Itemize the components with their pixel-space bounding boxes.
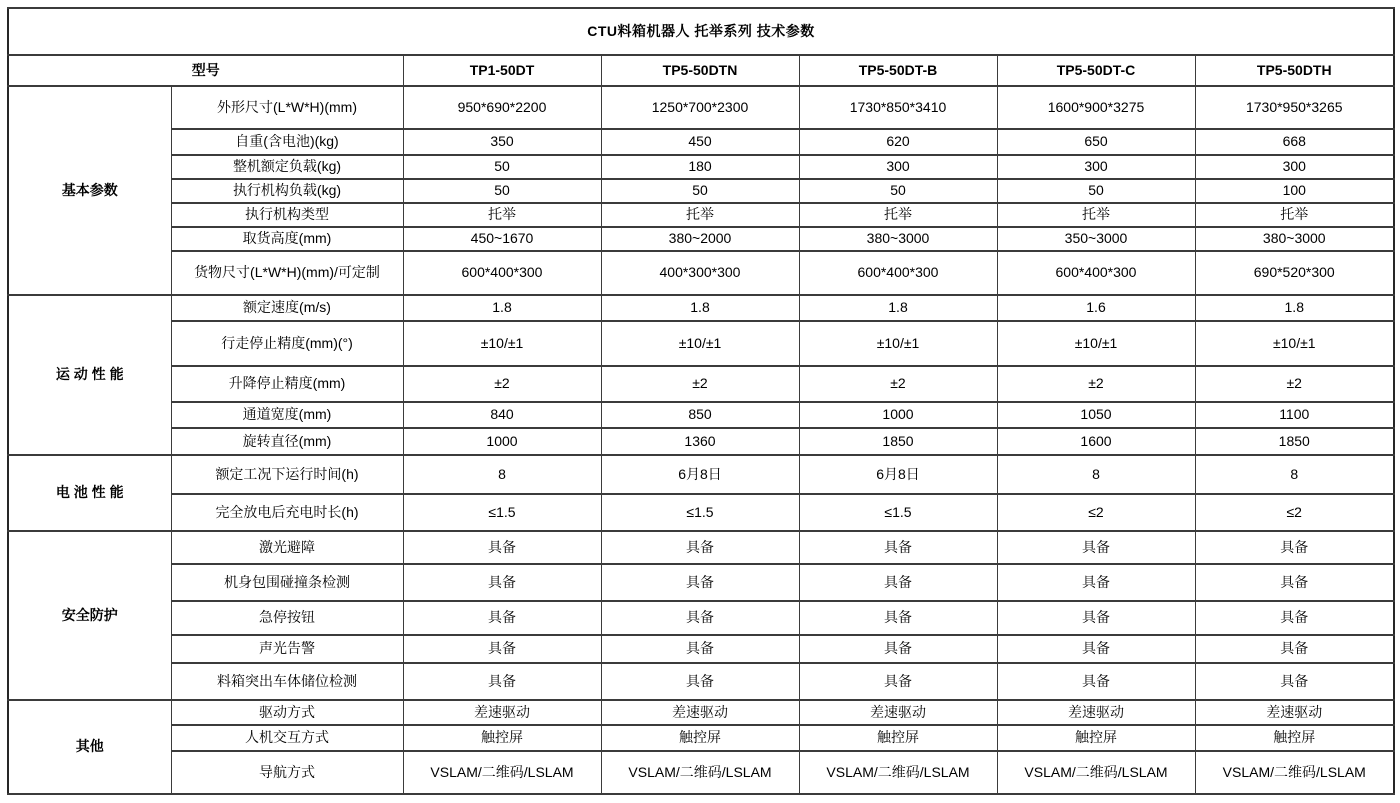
value-cell: 差速驱动 <box>997 700 1195 725</box>
value-cell: 50 <box>601 179 799 203</box>
value-cell: 380~3000 <box>799 227 997 251</box>
param-label-cell: 机身包围碰撞条检测 <box>171 564 403 601</box>
value-cell: 托举 <box>403 203 601 227</box>
table-row <box>8 700 1394 725</box>
param-label-cell: 额定速度(m/s) <box>171 295 403 321</box>
value-cell: 具备 <box>601 663 799 700</box>
table-row <box>8 295 1394 321</box>
model-header-cell: TP5-50DTH <box>1195 55 1394 86</box>
value-cell: 50 <box>799 179 997 203</box>
value-cell: 1600*900*3275 <box>997 86 1195 129</box>
value-cell: 1730*850*3410 <box>799 86 997 129</box>
value-cell: 触控屏 <box>1195 725 1394 751</box>
value-cell: 8 <box>1195 455 1394 494</box>
param-label-cell: 行走停止精度(mm)(°) <box>171 321 403 366</box>
value-cell: 1360 <box>601 428 799 455</box>
value-cell: 具备 <box>403 531 601 564</box>
table-row <box>8 494 1394 531</box>
table-row <box>8 179 1394 203</box>
value-cell: 具备 <box>799 531 997 564</box>
value-cell: 6月8日 <box>799 455 997 494</box>
value-cell: 1730*950*3265 <box>1195 86 1394 129</box>
value-cell: 托举 <box>1195 203 1394 227</box>
value-cell: 具备 <box>997 601 1195 635</box>
table-row <box>8 564 1394 601</box>
value-cell: VSLAM/二维码/LSLAM <box>1195 751 1394 794</box>
param-label-cell: 激光避障 <box>171 531 403 564</box>
param-label-cell: 自重(含电池)(kg) <box>171 129 403 155</box>
group-label-cell: 安全防护 <box>8 531 171 700</box>
model-header-cell: TP5-50DT-C <box>997 55 1195 86</box>
value-cell: 350~3000 <box>997 227 1195 251</box>
value-cell: 具备 <box>601 635 799 663</box>
value-cell: 触控屏 <box>601 725 799 751</box>
table-row <box>8 366 1394 402</box>
value-cell: 50 <box>403 179 601 203</box>
spec-table <box>7 7 1395 795</box>
value-cell: 差速驱动 <box>601 700 799 725</box>
param-label-cell: 外形尺寸(L*W*H)(mm) <box>171 86 403 129</box>
value-cell: 具备 <box>799 635 997 663</box>
value-cell: VSLAM/二维码/LSLAM <box>601 751 799 794</box>
value-cell: 300 <box>997 155 1195 179</box>
value-cell: 1000 <box>403 428 601 455</box>
value-cell: 1.6 <box>997 295 1195 321</box>
value-cell: 差速驱动 <box>799 700 997 725</box>
value-cell: 300 <box>799 155 997 179</box>
value-cell: ±10/±1 <box>601 321 799 366</box>
value-cell: 具备 <box>601 531 799 564</box>
param-label-cell: 货物尺寸(L*W*H)(mm)/可定制 <box>171 251 403 295</box>
param-label-cell: 急停按钮 <box>171 601 403 635</box>
value-cell: 具备 <box>997 635 1195 663</box>
model-header-row <box>8 55 1394 86</box>
value-cell: 托举 <box>799 203 997 227</box>
table-row <box>8 428 1394 455</box>
value-cell: 差速驱动 <box>403 700 601 725</box>
value-cell: 具备 <box>1195 564 1394 601</box>
value-cell: 1600 <box>997 428 1195 455</box>
value-cell: ≤2 <box>1195 494 1394 531</box>
param-label-cell: 旋转直径(mm) <box>171 428 403 455</box>
value-cell: 托举 <box>601 203 799 227</box>
value-cell: 具备 <box>403 663 601 700</box>
table-row <box>8 663 1394 700</box>
value-cell: 8 <box>997 455 1195 494</box>
value-cell: 600*400*300 <box>403 251 601 295</box>
param-label-cell: 人机交互方式 <box>171 725 403 751</box>
value-cell: 450~1670 <box>403 227 601 251</box>
table-row <box>8 751 1394 794</box>
value-cell: 具备 <box>997 663 1195 700</box>
value-cell: ±10/±1 <box>997 321 1195 366</box>
param-label-cell: 通道宽度(mm) <box>171 402 403 428</box>
table-row <box>8 227 1394 251</box>
value-cell: 850 <box>601 402 799 428</box>
value-cell: 8 <box>403 455 601 494</box>
value-cell: 具备 <box>1195 531 1394 564</box>
value-cell: 620 <box>799 129 997 155</box>
table-row <box>8 531 1394 564</box>
value-cell: VSLAM/二维码/LSLAM <box>799 751 997 794</box>
table-row <box>8 203 1394 227</box>
table-row <box>8 251 1394 295</box>
value-cell: 1250*700*2300 <box>601 86 799 129</box>
value-cell: 具备 <box>799 663 997 700</box>
value-cell: 1.8 <box>799 295 997 321</box>
group-label-cell: 其他 <box>8 700 171 794</box>
model-header-cell: TP5-50DTN <box>601 55 799 86</box>
value-cell: ±10/±1 <box>1195 321 1394 366</box>
group-label-cell: 电 池 性 能 <box>8 455 171 531</box>
model-label-cell: 型号 <box>8 55 403 86</box>
value-cell: 690*520*300 <box>1195 251 1394 295</box>
value-cell: 50 <box>997 179 1195 203</box>
table-row <box>8 129 1394 155</box>
value-cell: ±2 <box>601 366 799 402</box>
param-label-cell: 执行机构负载(kg) <box>171 179 403 203</box>
value-cell: 380~3000 <box>1195 227 1394 251</box>
table-row <box>8 725 1394 751</box>
value-cell: 6月8日 <box>601 455 799 494</box>
value-cell: 具备 <box>997 564 1195 601</box>
param-label-cell: 整机额定负载(kg) <box>171 155 403 179</box>
param-label-cell: 额定工况下运行时间(h) <box>171 455 403 494</box>
value-cell: 触控屏 <box>799 725 997 751</box>
value-cell: 1850 <box>799 428 997 455</box>
value-cell: 350 <box>403 129 601 155</box>
value-cell: 50 <box>403 155 601 179</box>
value-cell: ≤1.5 <box>799 494 997 531</box>
table-row <box>8 321 1394 366</box>
param-label-cell: 执行机构类型 <box>171 203 403 227</box>
group-label-cell: 基本参数 <box>8 86 171 295</box>
value-cell: ≤1.5 <box>601 494 799 531</box>
table-row <box>8 155 1394 179</box>
title-row <box>8 8 1394 55</box>
param-label-cell: 完全放电后充电时长(h) <box>171 494 403 531</box>
value-cell: 600*400*300 <box>799 251 997 295</box>
model-header-cell: TP1-50DT <box>403 55 601 86</box>
value-cell: 180 <box>601 155 799 179</box>
param-label-cell: 料箱突出车体储位检测 <box>171 663 403 700</box>
value-cell: 1.8 <box>403 295 601 321</box>
value-cell: ±2 <box>799 366 997 402</box>
value-cell: 具备 <box>799 564 997 601</box>
table-row <box>8 86 1394 129</box>
value-cell: 托举 <box>997 203 1195 227</box>
value-cell: 950*690*2200 <box>403 86 601 129</box>
value-cell: VSLAM/二维码/LSLAM <box>997 751 1195 794</box>
value-cell: 100 <box>1195 179 1394 203</box>
value-cell: 380~2000 <box>601 227 799 251</box>
value-cell: 840 <box>403 402 601 428</box>
value-cell: 400*300*300 <box>601 251 799 295</box>
value-cell: 具备 <box>403 635 601 663</box>
value-cell: 1000 <box>799 402 997 428</box>
value-cell: 668 <box>1195 129 1394 155</box>
model-header-cell: TP5-50DT-B <box>799 55 997 86</box>
value-cell: 1050 <box>997 402 1195 428</box>
value-cell: 300 <box>1195 155 1394 179</box>
value-cell: 触控屏 <box>997 725 1195 751</box>
table-row <box>8 402 1394 428</box>
value-cell: ≤1.5 <box>403 494 601 531</box>
value-cell: 具备 <box>799 601 997 635</box>
table-row <box>8 635 1394 663</box>
value-cell: ±2 <box>403 366 601 402</box>
value-cell: 600*400*300 <box>997 251 1195 295</box>
param-label-cell: 取货高度(mm) <box>171 227 403 251</box>
value-cell: 具备 <box>601 601 799 635</box>
page-title: CTU料箱机器人 托举系列 技术参数 <box>8 8 1394 55</box>
value-cell: 具备 <box>997 531 1195 564</box>
value-cell: 具备 <box>1195 601 1394 635</box>
param-label-cell: 驱动方式 <box>171 700 403 725</box>
value-cell: 1.8 <box>1195 295 1394 321</box>
value-cell: ±10/±1 <box>799 321 997 366</box>
param-label-cell: 声光告警 <box>171 635 403 663</box>
table-row <box>8 601 1394 635</box>
param-label-cell: 导航方式 <box>171 751 403 794</box>
value-cell: 具备 <box>403 564 601 601</box>
value-cell: 具备 <box>601 564 799 601</box>
value-cell: ±10/±1 <box>403 321 601 366</box>
value-cell: 1.8 <box>601 295 799 321</box>
table-row <box>8 455 1394 494</box>
value-cell: 具备 <box>1195 663 1394 700</box>
group-label-cell: 运 动 性 能 <box>8 295 171 455</box>
value-cell: 差速驱动 <box>1195 700 1394 725</box>
value-cell: ±2 <box>997 366 1195 402</box>
value-cell: 具备 <box>1195 635 1394 663</box>
value-cell: ≤2 <box>997 494 1195 531</box>
param-label-cell: 升降停止精度(mm) <box>171 366 403 402</box>
value-cell: 触控屏 <box>403 725 601 751</box>
value-cell: VSLAM/二维码/LSLAM <box>403 751 601 794</box>
value-cell: 1850 <box>1195 428 1394 455</box>
value-cell: 450 <box>601 129 799 155</box>
value-cell: 1100 <box>1195 402 1394 428</box>
value-cell: 具备 <box>403 601 601 635</box>
value-cell: 650 <box>997 129 1195 155</box>
value-cell: ±2 <box>1195 366 1394 402</box>
